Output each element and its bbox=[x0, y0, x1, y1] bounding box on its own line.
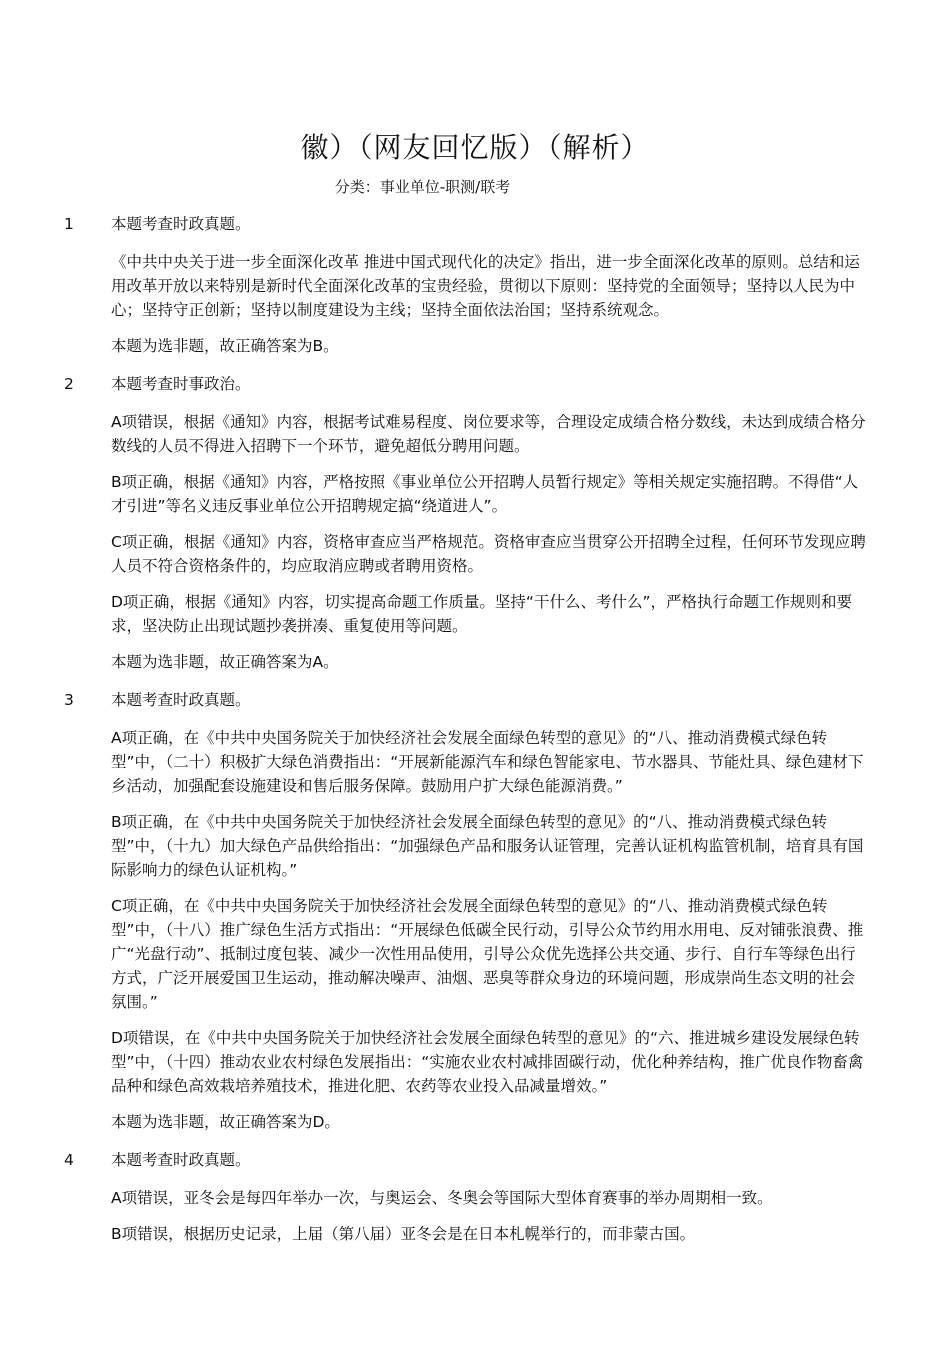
option-d-explanation: D项错误，在《中共中央国务院关于加快经济社会发展全面绿色转型的意见》的“六、推进城乡建设发展绿色转型”中，（十四）推动农业农村绿色发展指出：“实施农业农村减排固碳行动，优化种养结构，推广优良作物畜禽品种和绿色高效栽培养殖技术，推进化肥、农药等农业投入品减量增效。” bbox=[111, 1029, 864, 1095]
question-number: 4 bbox=[64, 1151, 74, 1169]
question-number: 2 bbox=[64, 375, 74, 393]
question-3 bbox=[0, 688, 950, 1134]
answer-conclusion: 本题为选非题，故正确答案为D。 bbox=[111, 1113, 340, 1131]
option-c-explanation: C项正确，根据《通知》内容，资格审查应当严格规范。资格审查应当贯穿公开招聘全过程，任何环节发现应聘人员不符合资格条件的，均应取消应聘或者聘用资格。 bbox=[111, 533, 866, 575]
option-b-explanation: B项正确，在《中共中央国务院关于加快经济社会发展全面绿色转型的意见》的“八、推动消费模式绿色转型”中，（十九）加大绿色产品供给指出：“加强绿色产品和服务认证管理，完善认证机构监管机制，培育具有国际影响力的绿色认证机构。” bbox=[111, 813, 864, 879]
answer-explanations bbox=[0, 212, 950, 1258]
answer-conclusion: 本题为选非题，故正确答案为B。 bbox=[111, 337, 339, 355]
question-intro: 本题考查时事政治。 bbox=[111, 375, 251, 393]
option-a-explanation: A项错误，根据《通知》内容，根据考试难易程度、岗位要求等，合理设定成绩合格分数线，未达到成绩合格分数线的人员不得进入招聘下一个环节，避免超低分聘用问题。 bbox=[111, 413, 866, 455]
document-category: 分类：事业单位-职测/联考 bbox=[334, 178, 511, 196]
option-a-explanation: A项正确，在《中共中央国务院关于加快经济社会发展全面绿色转型的意见》的“八、推动消费模式绿色转型”中，（二十）积极扩大绿色消费指出：“开展新能源汽车和绿色智能家电、节水器具、节能灶具、绿色建材下乡活动，加强配套设施建设和售后服务保障。鼓励用户扩大绿色能源消费。” bbox=[111, 729, 864, 795]
answer-conclusion: 本题为选非题，故正确答案为A。 bbox=[111, 653, 339, 671]
option-c-explanation: C项正确，在《中共中央国务院关于加快经济社会发展全面绿色转型的意见》的“八、推动消费模式绿色转型”中，（十八）推广绿色生活方式指出：“开展绿色低碳全民行动，引导公众节约用水用电、反对铺张浪费、推广“光盘行动”、抵制过度包装、减少一次性用品使用，引导公众优先选择公共交通、步行、自行车等绿色出行方式，广泛开展爱国卫生运动，推动解决噪声、油烟、恶臭等群众身边的环境问题，形成崇尚生态文明的社会氛围。” bbox=[111, 897, 864, 1011]
document-title: 徽）（网友回忆版）（解析） bbox=[300, 131, 650, 164]
option-a-explanation: A项错误，亚冬会是每四年举办一次，与奥运会、冬奥会等国际大型体育赛事的举办周期相一致。 bbox=[111, 1189, 773, 1207]
option-d-explanation: D项正确，根据《通知》内容，切实提高命题工作质量。坚持“干什么、考什么”，严格执行命题工作规则和要求，坚决防止出现试题抄袭拼凑、重复使用等问题。 bbox=[111, 593, 852, 635]
option-b-explanation: B项正确，根据《通知》内容，严格按照《事业单位公开招聘人员暂行规定》等相关规定实施招聘。不得借“人才引进”等名义违反事业单位公开招聘规定搞“绕道进人”。 bbox=[111, 473, 859, 515]
option-b-explanation: B项错误，根据历史记录，上届（第八届）亚冬会是在日本札幌举行的，而非蒙古国。 bbox=[111, 1225, 696, 1243]
question-intro: 本题考查时政真题。 bbox=[111, 215, 251, 233]
question-4 bbox=[0, 1148, 950, 1246]
question-2 bbox=[0, 372, 950, 674]
question-number: 3 bbox=[64, 691, 74, 709]
question-1 bbox=[0, 212, 950, 358]
question-intro: 本题考查时政真题。 bbox=[111, 691, 251, 709]
explanation-paragraph: 《中共中央关于进一步全面深化改革 推进中国式现代化的决定》指出，进一步全面深化改革的原则。总结和运用改革开放以来特别是新时代全面深化改革的宝贵经验，贯彻以下原则：坚持党的全面领导；坚持以人民为中心；坚持守正创新；坚持以制度建设为主线；坚持全面依法治国；坚持系统观念。 bbox=[111, 253, 860, 319]
question-number: 1 bbox=[64, 215, 74, 233]
question-intro: 本题考查时政真题。 bbox=[111, 1151, 251, 1169]
